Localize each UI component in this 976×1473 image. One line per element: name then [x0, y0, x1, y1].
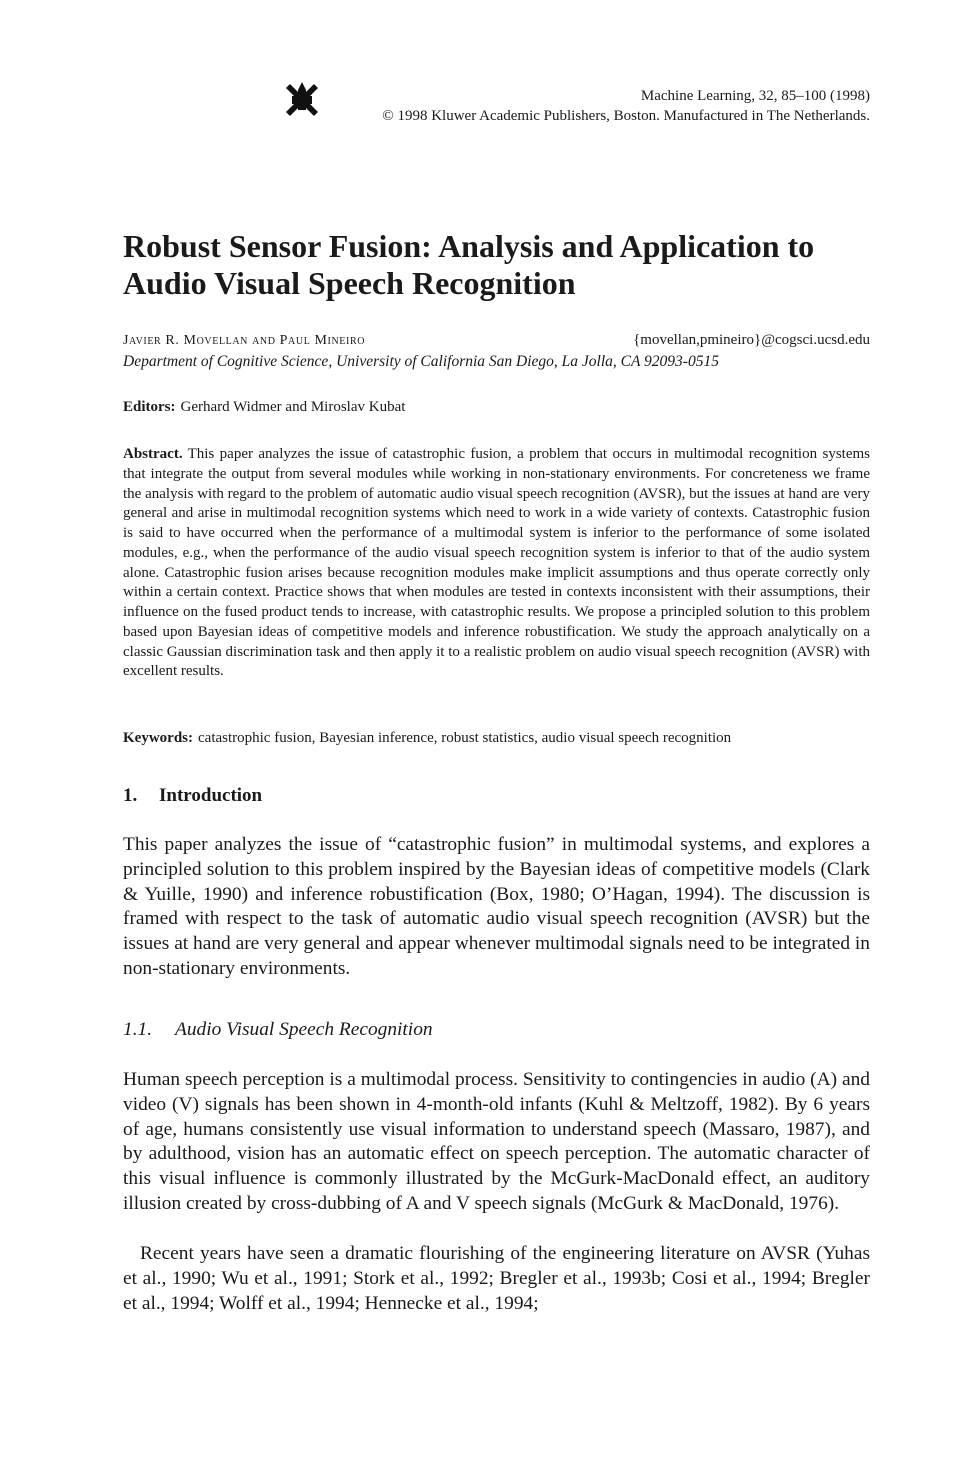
section-heading-introduction — [123, 784, 262, 808]
title-line-1: Robust Sensor Fusion: Analysis and Application to — [123, 228, 815, 264]
author-row — [123, 330, 870, 351]
subsection-heading-avsr — [123, 1018, 433, 1042]
intro-paragraph: This paper analyzes the issue of “catastrophic fusion” in multimodal systems, and explores a principled solution to this problem inspired by the Bayesian ideas of competitive models (Clark & Yuille, 1990) and inference robustification (Box, 1980; O’Hagan, 1994). The discussion is framed with respect to the task of automatic audio visual speech recognition (AVSR) but the issues at hand are very general and appear whenever multimodal signals need to be integrated in non-stationary environments. — [123, 834, 870, 979]
keywords-line — [123, 728, 731, 748]
journal-header — [284, 82, 870, 122]
publisher-logo-icon — [284, 82, 320, 118]
section-title: Introduction — [159, 785, 263, 806]
abstract — [123, 445, 870, 682]
subsection-number: 1.1. — [123, 1019, 153, 1040]
copyright-line — [382, 106, 870, 126]
keywords-text: catastrophic fusion, Bayesian inference, robust statistics, audio visual speech recognition — [198, 730, 732, 746]
copyright-text: 1998 Kluwer Academic Publishers, Boston. Manufactured in The Netherlands. — [397, 108, 870, 124]
keywords-label: Keywords: — [123, 730, 193, 746]
paper-title — [123, 228, 883, 302]
avsr-paragraph-2: Recent years have seen a dramatic flourishing of the engineering literature on AVSR (Yuhas et al., 1990; Wu et al., 1991; Stork et al., 1992; Bregler et al., 1993b; Cosi et al., 1994; Bregler et al., 1994; Wolff et al., 1994; Hennecke et al., 1994; — [123, 1243, 870, 1314]
journal-citation: Machine Learning, 32, 85–100 (1998) — [640, 88, 870, 104]
abstract-label: Abstract. — [123, 446, 183, 462]
editors-line — [123, 397, 405, 417]
author-email: {movellan,pmineiro}@cogsci.ucsd.edu — [633, 332, 870, 348]
subsection-title: Audio Visual Speech Recognition — [175, 1019, 433, 1040]
editors-label: Editors: — [123, 399, 176, 415]
copyright-symbol: © — [382, 108, 394, 124]
section-number: 1. — [123, 785, 138, 806]
abstract-text: This paper analyzes the issue of catastrophic fusion, a problem that occurs in multimodal recognition systems that integrate the output from several modules while working in non-stationary environments. For concreteness we frame the analysis with regard to the problem of automatic audio visual speech recognition (AVSR), but the issues at hand are very general and arise in multimodal recognition systems which need to work in a wide variety of contexts. Catastrophic fusion is said to have occurred when the performance of a multimodal system is inferior to the performance of some isolated modules, e.g., when the performance of the audio visual speech recognition system is inferior to that of the audio system alone. Catastrophic fusion arises because recognition modules make implicit assumptions and thus operate correctly only within a certain context. Practice shows that when modules are tested in contexts inconsistent with their assumptions, their influence on the fused product tends to increase, with catastrophic results. We propose a principled solution to this problem based upon Bayesian ideas of competitive models and inference robustification. We study the approach analytically on a classic Gaussian discrimination task and then apply it to a realistic problem on audio visual speech recognition (AVSR) with excellent results. — [123, 446, 870, 680]
author-affiliation: Department of Cognitive Science, University of California San Diego, La Jolla, CA 92093-0515 — [123, 353, 719, 370]
avsr-paragraph-1: Human speech perception is a multimodal process. Sensitivity to contingencies in audio (A) and video (V) signals has been shown in 4-month-old infants (Kuhl & Meltzoff, 1982). By 6 years of age, humans consistently use visual information to understand speech (Massaro, 1987), and by adulthood, vision has an automatic effect on speech perception. The automatic character of this visual influence is commonly illustrated by the McGurk-MacDonald effect, an auditory illusion created by cross-dubbing of A and V speech signals (McGurk & MacDonald, 1976). — [123, 1069, 870, 1214]
author-names: Javier R. Movellan and Paul Mineiro — [123, 333, 366, 348]
title-line-2: Audio Visual Speech Recognition — [123, 265, 576, 301]
editors-names: Gerhard Widmer and Miroslav Kubat — [180, 399, 406, 415]
